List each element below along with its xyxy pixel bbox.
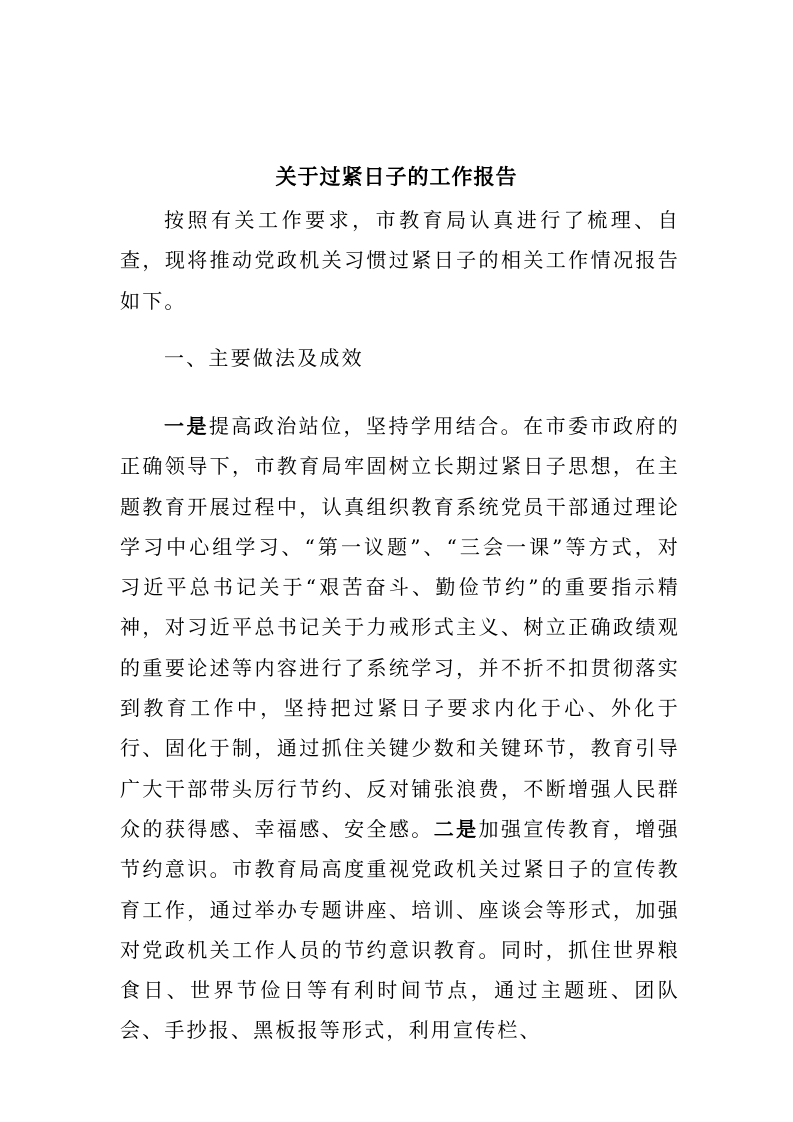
point-one-lead: 一是 xyxy=(164,414,209,438)
main-measures-paragraph xyxy=(120,406,680,1051)
point-one-text: 提高政治站位，坚持学用结合。在市委市政府的正确领导下，市教育局牢固树立长期过紧日子思想，在主题教育开展过程中，认真组织教育系统党员干部通过理论学习中心组学习、“第一议题”、“三会一课”等方式，对习近平总书记关于“艰苦奋斗、勤俭节约”的重要指示精神，对习近平总书记关于力戒形式主义、树立正确政绩观的重要论述等内容进行了系统学习，并不折不扣贯彻落实到教育工作中，坚持把过紧日子要求内化于心、外化于行、固化于制，通过抓住关键少数和关键环节，教育引导广大干部带头厉行节约、反对铺张浪费，不断增强人民群众的获得感、幸福感、安全感。 xyxy=(120,414,680,841)
point-two-lead: 二是 xyxy=(433,816,479,841)
intro-paragraph: 按照有关工作要求，市教育局认真进行了梳理、自查，现将推动党政机关习惯过紧日子的相关工作情况报告如下。 xyxy=(120,208,680,313)
point-two-text: 加强宣传教育，增强节约意识。市教育局高度重视党政机关过紧日子的宣传教育工作，通过举办专题讲座、培训、座谈会等形式，加强对党政机关工作人员的节约意识教育。同时，抓住世界粮食日、世界节俭日等有利时间节点，通过主题班、团队会、手抄报、黑板报等形式，利用宣传栏、 xyxy=(120,816,680,1043)
document-title: 关于过紧日子的工作报告 xyxy=(275,164,518,189)
section-one-heading: 一、主要做法及成效 xyxy=(164,346,364,370)
